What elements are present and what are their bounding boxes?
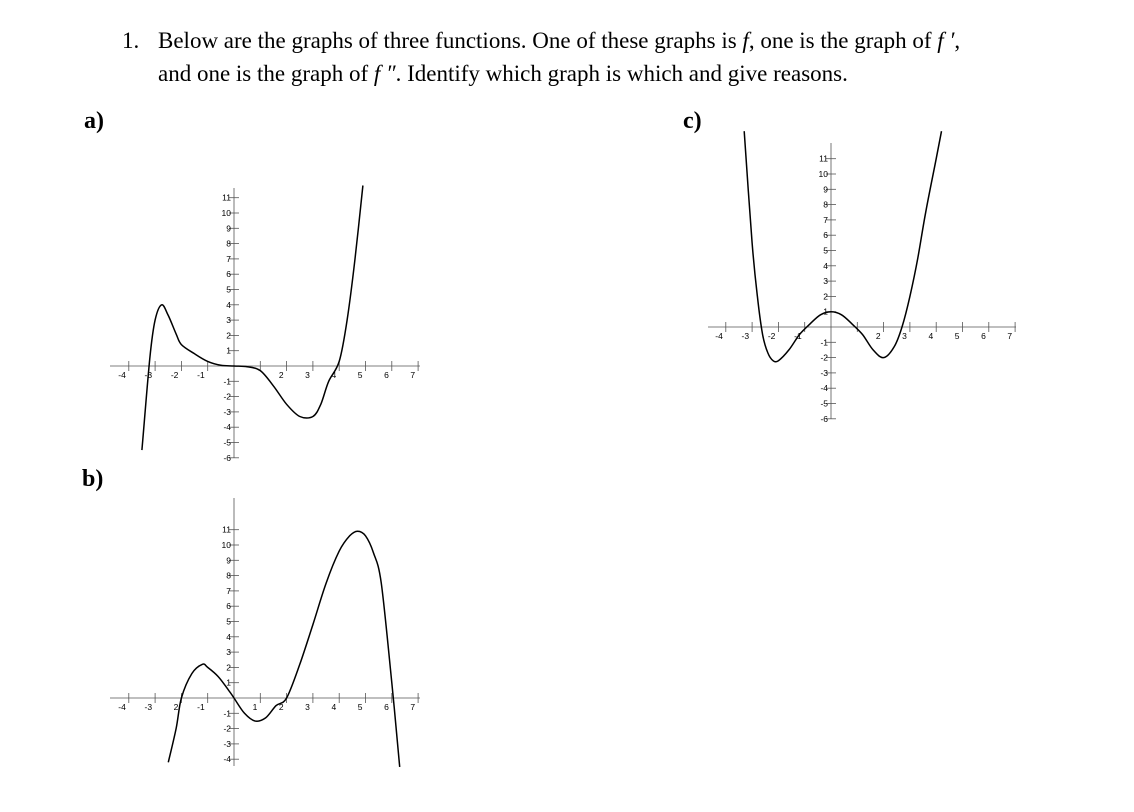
graph-b-x-tick-label: 7 [410, 702, 416, 712]
graph-c-y-tick-label: 10 [818, 169, 828, 179]
graph-c-label: c) [683, 108, 702, 134]
graph-b-x-tick-label: 6 [384, 702, 389, 712]
graph-b-y-tick-label: -3 [223, 738, 231, 749]
graph-a-y-tick-label: -1 [223, 376, 231, 387]
graph-b-x-tick-label: 2 [173, 702, 179, 712]
graph-c-y-tick-label: -6 [820, 413, 828, 424]
graph-a-x-tick-label: 6 [384, 370, 389, 380]
graph-a-x-tick-label: 7 [410, 370, 416, 380]
graph-b-x-tick-label: -4 [118, 702, 126, 712]
graph-a-y-tick-label: 7 [226, 253, 231, 264]
graph-c-x-tick-label: -1 [794, 331, 802, 341]
graph-a-y-tick-label: 8 [226, 238, 231, 249]
graph-c-x-tick-label: 7 [1007, 331, 1013, 341]
graph-c-x-tick-label: -3 [741, 331, 750, 341]
graph-a-x-tick-label: -1 [197, 370, 205, 380]
graph-b-y-tick-label: 9 [226, 555, 231, 566]
question-text-4: and one is the graph of [158, 61, 374, 86]
graph-b-x-tick-label: -1 [197, 702, 205, 712]
function-f-prime: f ′ [937, 28, 955, 53]
graph-b-label: b) [82, 466, 104, 492]
graph-b-y-tick-label: -1 [223, 708, 231, 719]
graph-b-x-tick-label: 3 [305, 702, 310, 712]
graph-c-x-tick-label: 4 [928, 331, 934, 341]
graph-c-y-tick-label: -1 [820, 337, 828, 348]
graph-b-y-tick-label: 6 [226, 601, 231, 612]
graph-b-y-tick-label: 3 [226, 647, 231, 658]
graph-a-x-tick-label: 3 [305, 370, 310, 380]
graph-a-x-tick-label: -4 [118, 370, 126, 380]
graph-a-y-tick-label: -4 [223, 422, 231, 433]
graph-c-y-tick-label: 5 [823, 245, 828, 256]
graph-b-y-tick-label: 8 [226, 570, 231, 581]
graph-c-x-tick-label: 6 [981, 331, 986, 341]
graph-b-x-tick-label: 2 [278, 702, 284, 712]
graph-c-y-tick-label: 11 [819, 153, 828, 164]
graph-b-y-tick-label: 1 [226, 677, 231, 688]
graph-b-y-tick-label: 10 [221, 540, 231, 550]
graph-a-x-tick-label: 4 [331, 370, 337, 380]
graph-c-y-tick-label: 2 [823, 291, 828, 302]
question-text-3: , [954, 28, 961, 53]
graph-c-y-tick-label: -5 [820, 398, 828, 409]
graph-a-y-tick-label: -3 [223, 406, 231, 417]
graph-a-y-tick-label: 10 [221, 208, 231, 218]
graph-a-x-tick-label: 5 [357, 370, 363, 380]
graph-a-y-tick-label: 6 [226, 269, 231, 280]
graph-a-x-tick-label: -3 [144, 370, 153, 380]
graph-a-label: a) [84, 108, 104, 134]
graph-a-y-tick-label: 3 [226, 315, 231, 326]
graph-a-y-tick-label: 11 [222, 192, 231, 203]
graph-c-y-tick-label: 1 [823, 306, 828, 317]
graph-a-y-tick-label: -5 [223, 437, 231, 448]
question-text-1: Below are the graphs of three functions. One of these graphs is [158, 28, 743, 53]
graph-b-y-tick-label: -2 [223, 723, 231, 734]
graph-c-y-tick-label: 6 [823, 230, 828, 241]
graph-b-y-tick-label: 7 [226, 585, 231, 596]
graph-c-x-tick-label: 3 [902, 331, 907, 341]
graph-a-y-tick-label: 1 [226, 345, 231, 356]
graph-a-x-tick-label: -2 [170, 370, 179, 380]
graph-b-curve [168, 531, 399, 767]
graph-c-y-tick-label: -2 [820, 352, 828, 363]
question-number: 1. [122, 28, 140, 53]
graph-c-y-tick-label: 4 [823, 260, 828, 271]
graph-b-y-tick-label: 5 [226, 616, 231, 627]
graph-c-x-tick-label: -4 [715, 331, 723, 341]
graph-b-y-tick-label: -4 [223, 754, 231, 765]
graph-a-y-tick-label: -2 [223, 391, 231, 402]
graph-c-y-tick-label: -3 [820, 367, 828, 378]
graph-b-x-tick-label: 1 [252, 702, 258, 712]
graph-a-y-tick-label: 4 [226, 299, 231, 310]
graph-c-x-tick-label: 5 [954, 331, 960, 341]
graph-c-y-tick-label: -4 [820, 383, 828, 394]
graph-b-y-tick-label: 4 [226, 631, 231, 642]
graph-b-x-tick-label: 4 [331, 702, 337, 712]
graph-b-x-tick-label: -3 [144, 702, 153, 712]
graph-a-y-tick-label: 9 [226, 223, 231, 234]
graph-b-y-tick-label: 2 [226, 662, 231, 673]
graph-c-y-tick-label: 9 [823, 184, 828, 195]
graph-c-y-tick-label: 7 [823, 214, 828, 225]
graph-c-y-tick-label: 8 [823, 199, 828, 210]
graph-c-x-tick-label: -2 [767, 331, 776, 341]
graph-a-y-tick-label: 5 [226, 284, 231, 295]
function-f-double-prime: f ″ [373, 61, 396, 86]
graph-b-x-tick-label: 5 [357, 702, 363, 712]
graph-a-y-tick-label: 2 [226, 330, 231, 341]
graph-c-x-tick-label: 2 [875, 331, 881, 341]
graph-a-curve [142, 186, 363, 451]
question-text-2: , one is the graph of [748, 28, 938, 53]
graph-c-y-tick-label: 3 [823, 276, 828, 287]
question-text-5: . Identify which graph is which and give reasons. [395, 61, 848, 86]
graph-b-y-tick-label: 11 [222, 524, 231, 535]
function-f: f [742, 28, 749, 53]
graph-a-x-tick-label: 2 [278, 370, 284, 380]
graph-a-y-tick-label: -6 [223, 452, 231, 463]
